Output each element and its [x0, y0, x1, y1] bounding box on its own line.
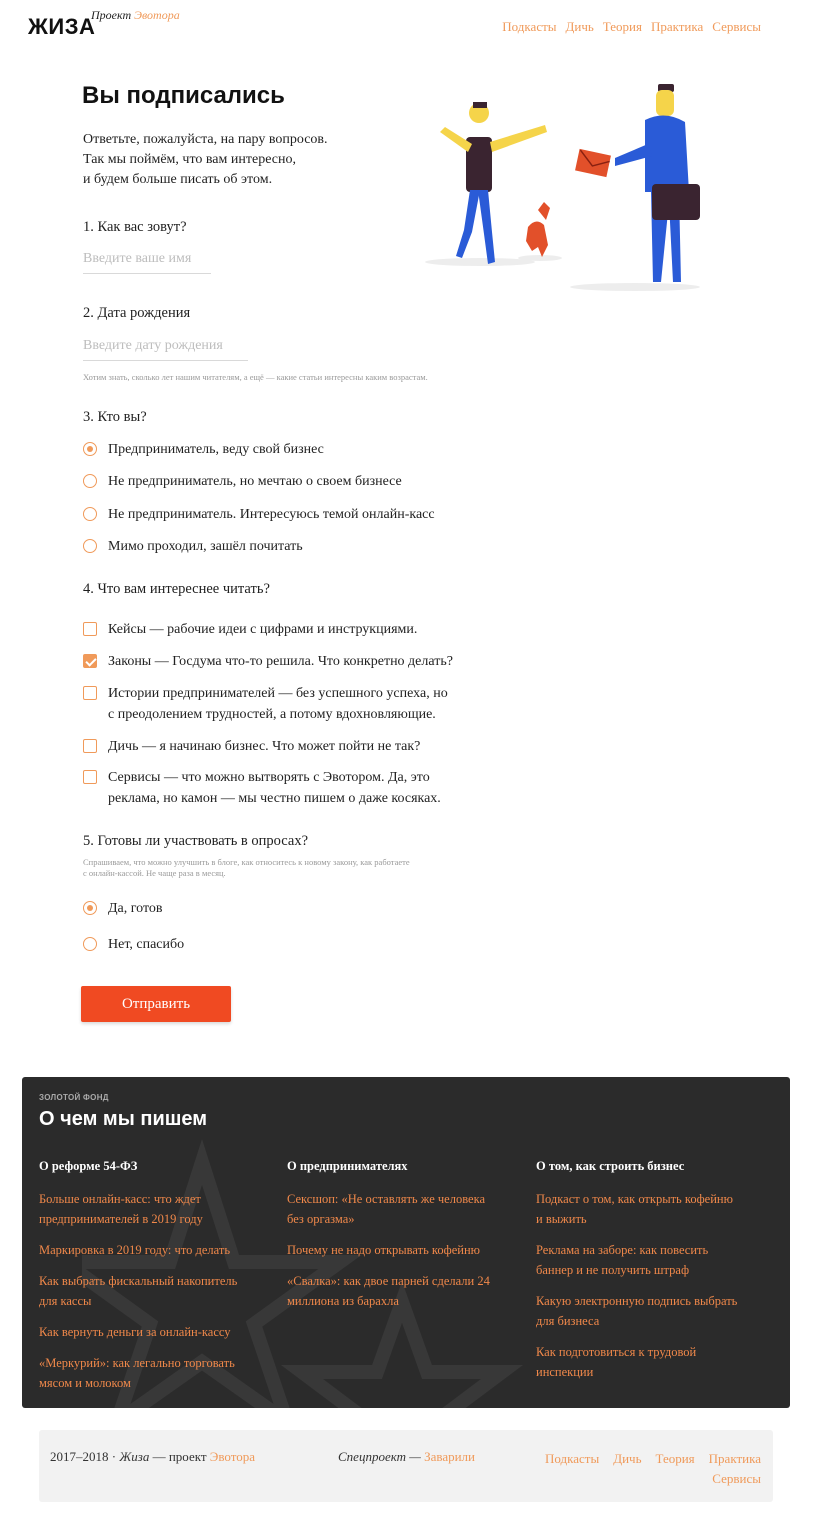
option-label: Дичь — я начинаю бизнес. Что может пойти не так?	[108, 739, 421, 754]
nav-practice[interactable]: Практика	[650, 19, 704, 34]
radio-button[interactable]	[83, 474, 97, 488]
checkbox[interactable]	[83, 739, 97, 753]
column-heading: О предпринимателях	[287, 1159, 408, 1173]
column-heading: О том, как строить бизнес	[536, 1159, 685, 1173]
article-link[interactable]: Сексшоп: «Не оставлять же человека без оргазма»	[287, 1192, 486, 1226]
option-label: Истории предпринимателей — без успешного успеха, но с преодолением трудностей, а потому вдохновляющие.	[108, 686, 448, 722]
article-link[interactable]: «Меркурий»: как легально торговать мясом и молоком	[39, 1356, 235, 1390]
nav-theory[interactable]: Теория	[602, 19, 642, 34]
article-link[interactable]: Как вернуть деньги за онлайн-кассу	[39, 1325, 231, 1339]
article-link[interactable]: Почему не надо открывать кофейню	[287, 1243, 480, 1257]
top-nav	[502, 19, 761, 35]
interest-option-laws[interactable]	[83, 651, 453, 672]
question-birthdate-label: 2. Дата рождения	[83, 305, 191, 321]
who-option-passerby[interactable]	[83, 536, 303, 557]
interest-option-stories[interactable]	[83, 683, 448, 725]
checkbox[interactable]	[83, 622, 97, 636]
article-link[interactable]: Реклама на заборе: как повесить баннер и не получить штраф	[536, 1243, 709, 1277]
option-label: Законы — Госдума что-то решила. Что конкретно делать?	[108, 654, 453, 669]
option-label: Предприниматель, веду свой бизнес	[108, 442, 324, 457]
interest-option-services[interactable]	[83, 767, 441, 809]
footer-nav-podcasts[interactable]: Подкасты	[545, 1451, 600, 1466]
project-brand-link[interactable]: Эвотора	[134, 8, 180, 22]
column-business	[536, 1159, 761, 1393]
radio-button[interactable]	[83, 539, 97, 553]
footer-nav-theory[interactable]: Теория	[655, 1451, 695, 1466]
question-name-label: 1. Как вас зовут?	[83, 219, 187, 235]
project-prefix: Проект	[91, 8, 132, 22]
submit-button[interactable]: Отправить	[81, 986, 231, 1022]
option-label: Да, готов	[108, 901, 163, 916]
special-project-link[interactable]: Заварили	[424, 1449, 475, 1464]
interest-option-dich[interactable]	[83, 736, 420, 757]
article-link[interactable]: Как выбрать фискальный накопитель для кассы	[39, 1274, 238, 1308]
article-link[interactable]: Как подготовиться к трудовой инспекции	[536, 1345, 697, 1379]
article-link[interactable]: Больше онлайн-касс: что ждет предпринимателей в 2019 году	[39, 1192, 203, 1226]
page-title: Вы подписались	[82, 82, 285, 109]
column-reform	[39, 1159, 264, 1404]
footer-nav-practice[interactable]: Практика	[708, 1451, 761, 1466]
option-label: Не предприниматель, но мечтаю о своем бизнесе	[108, 474, 402, 489]
footer-copyright: 2017–2018 · Жиза — проект Эвотора	[50, 1449, 256, 1464]
nav-services[interactable]: Сервисы	[712, 19, 761, 34]
intro-text	[83, 130, 413, 190]
checkbox[interactable]	[83, 654, 97, 668]
option-label: Нет, спасибо	[108, 937, 185, 952]
surveys-option-yes[interactable]	[83, 898, 163, 919]
footer-special-project: Спецпроект — Заварили	[338, 1449, 475, 1464]
who-option-entrepreneur[interactable]	[83, 439, 324, 460]
article-link[interactable]: Маркировка в 2019 году: что делать	[39, 1243, 231, 1257]
who-option-cash-interest[interactable]	[83, 504, 435, 525]
golden-fund-section	[22, 1077, 790, 1408]
section-title: О чем мы пишем	[39, 1108, 208, 1130]
checkbox[interactable]	[83, 770, 97, 784]
option-label: Мимо проходил, зашёл почитать	[108, 539, 303, 554]
option-label: Кейсы — рабочие идеи с цифрами и инструкциями.	[108, 622, 418, 637]
column-heading: О реформе 54-ФЗ	[39, 1159, 138, 1173]
name-input[interactable]	[83, 251, 211, 267]
surveys-option-no[interactable]	[83, 934, 184, 955]
nav-dich[interactable]: Дичь	[565, 19, 594, 34]
footer-brand-link[interactable]: Эвотора	[209, 1449, 256, 1464]
article-link[interactable]: «Свалка»: как двое парней сделали 24 миллиона из барахла	[287, 1274, 490, 1308]
site-logo[interactable]: ЖИЗА	[28, 14, 96, 39]
surveys-hint: Спрашиваем, что можно улучшить в блоге, как относитесь к новому закону, как работаете с онлайн-кассой. Не чаще раза в месяц.	[83, 857, 410, 878]
column-entrepreneurs	[287, 1159, 512, 1322]
who-option-dreamer[interactable]	[83, 471, 402, 492]
checkbox[interactable]	[83, 686, 97, 700]
site-footer	[39, 1430, 773, 1502]
footer-nav-dich[interactable]: Дичь	[613, 1451, 642, 1466]
option-label: Сервисы — что можно вытворять с Эвотором. Да, это реклама, но камон — мы честно пишем о даже косяках.	[108, 770, 441, 806]
birthdate-input[interactable]	[83, 338, 248, 354]
mail-delivery-illustration	[420, 82, 720, 297]
intro-line: Так мы поймём, что вам интересно,	[83, 152, 296, 167]
option-label: Не предприниматель. Интересуюсь темой онлайн-касс	[108, 507, 435, 522]
radio-button[interactable]	[83, 507, 97, 521]
article-link[interactable]: Подкаст о том, как открыть кофейню и выжить	[536, 1192, 733, 1226]
radio-button[interactable]	[83, 901, 97, 915]
question-surveys-label: 5. Готовы ли участвовать в опросах?	[83, 833, 309, 849]
intro-line: Ответьте, пожалуйста, на пару вопросов.	[83, 132, 328, 147]
name-field	[83, 251, 211, 274]
birthdate-field	[83, 338, 248, 361]
radio-button[interactable]	[83, 937, 97, 951]
intro-line: и будем больше писать об этом.	[83, 172, 273, 187]
article-link[interactable]: Какую электронную подпись выбрать для бизнеса	[536, 1294, 738, 1328]
radio-button[interactable]	[83, 442, 97, 456]
question-interests-label: 4. Что вам интереснее читать?	[83, 581, 270, 597]
nav-podcasts[interactable]: Подкасты	[502, 19, 557, 34]
birthdate-hint: Хотим знать, сколько лет нашим читателям, а ещё — какие статьи интересны каким возрастам.	[83, 372, 428, 382]
project-caption	[91, 8, 180, 23]
question-who-label: 3. Кто вы?	[83, 409, 147, 425]
footer-nav-services[interactable]: Сервисы	[712, 1471, 761, 1486]
footer-nav	[521, 1449, 761, 1489]
interest-option-cases[interactable]	[83, 619, 417, 640]
section-label: ЗОЛОТОЙ ФОНД	[39, 1093, 109, 1102]
